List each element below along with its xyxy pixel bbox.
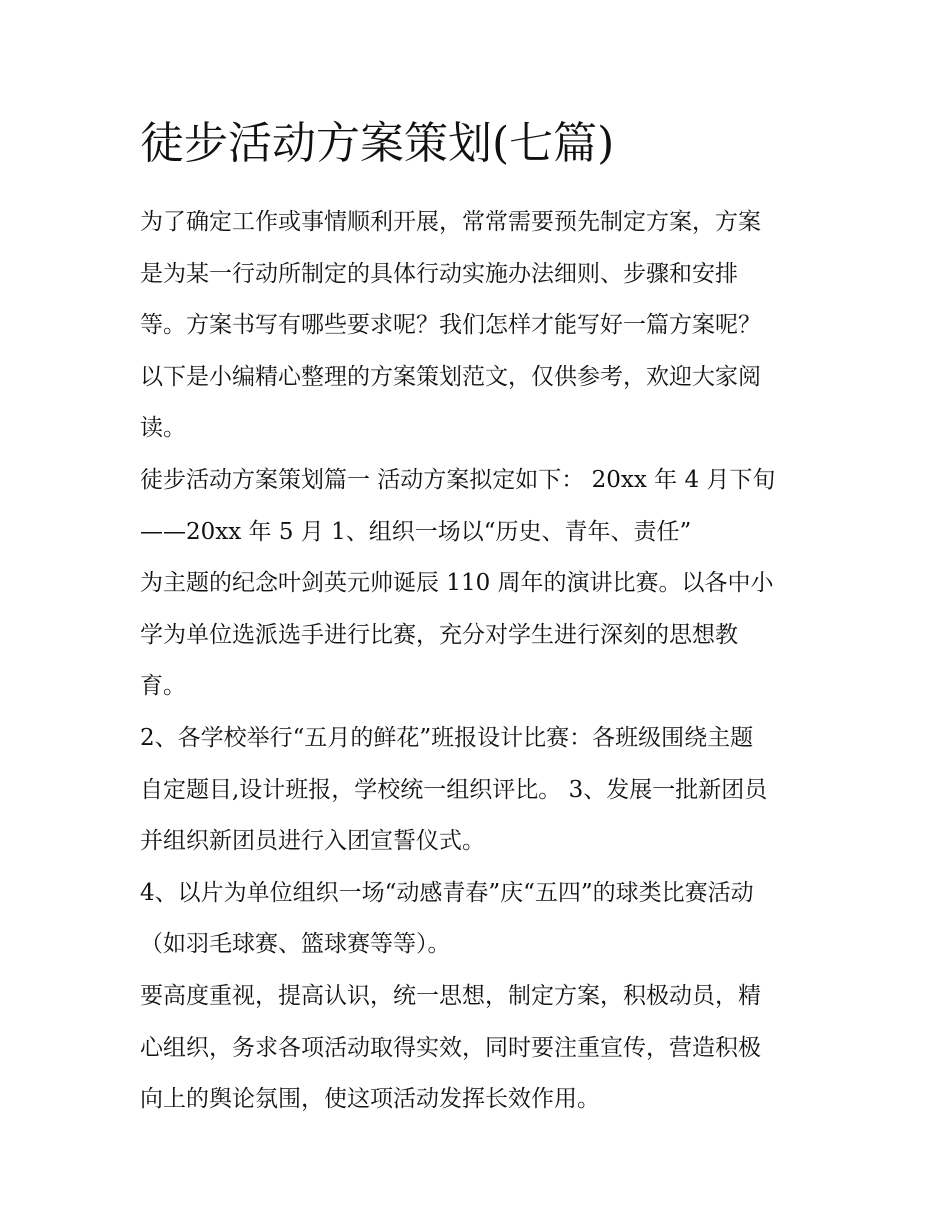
text-line: 等。方案书写有哪些要求呢？我们怎样才能写好一篇方案呢？ — [140, 312, 761, 339]
text-line: 徒步活动方案策划篇一 活动方案拟定如下： 20xx 年 4 月下旬 — [140, 466, 776, 493]
text-line: 读。 — [140, 415, 186, 442]
text-line: 育。 — [140, 673, 186, 700]
document-title: 徒步活动方案策划(七篇) — [140, 118, 615, 169]
text-line: 自定题目,设计班报，学校统一组织评比。 3、发展一批新团员 — [140, 776, 768, 803]
text-line: ——20xx 年 5 月 1、组织一场以“历史、青年、责任” — [140, 518, 692, 545]
text-line: 是为某一行动所制定的具体行动实施办法细则、步骤和安排 — [140, 260, 738, 287]
text-line: 以下是小编精心整理的方案策划范文，仅供参考，欢迎大家阅 — [140, 363, 761, 390]
text-line: 为了确定工作或事情顺利开展，常常需要预先制定方案，方案 — [140, 209, 761, 235]
text-line: 心组织，务求各项活动取得实效，同时要注重宣传，营造积极 — [140, 1034, 761, 1061]
text-line: 要高度重视，提高认识，统一思想，制定方案，积极动员，精 — [140, 982, 761, 1009]
text-line: 为主题的纪念叶剑英元帅诞辰 110 周年的演讲比赛。以各中小 — [140, 570, 774, 597]
text-line: 2、各学校举行“五月的鲜花”班报设计比赛：各班级围绕主题 — [140, 724, 754, 751]
text-line: 4、以片为单位组织一场“动感青春”庆“五四”的球类比赛活动 — [140, 879, 754, 906]
text-line: （如羽毛球赛、篮球赛等等）。 — [140, 931, 451, 958]
text-line: 向上的舆论氛围，使这项活动发挥长效作用。 — [140, 1086, 600, 1113]
text-line: 学为单位选派选手进行比赛，充分对学生进行深刻的思想教 — [140, 621, 738, 648]
document-body — [140, 197, 820, 1126]
text-line: 并组织新团员进行入团宣誓仪式。 — [140, 828, 485, 855]
